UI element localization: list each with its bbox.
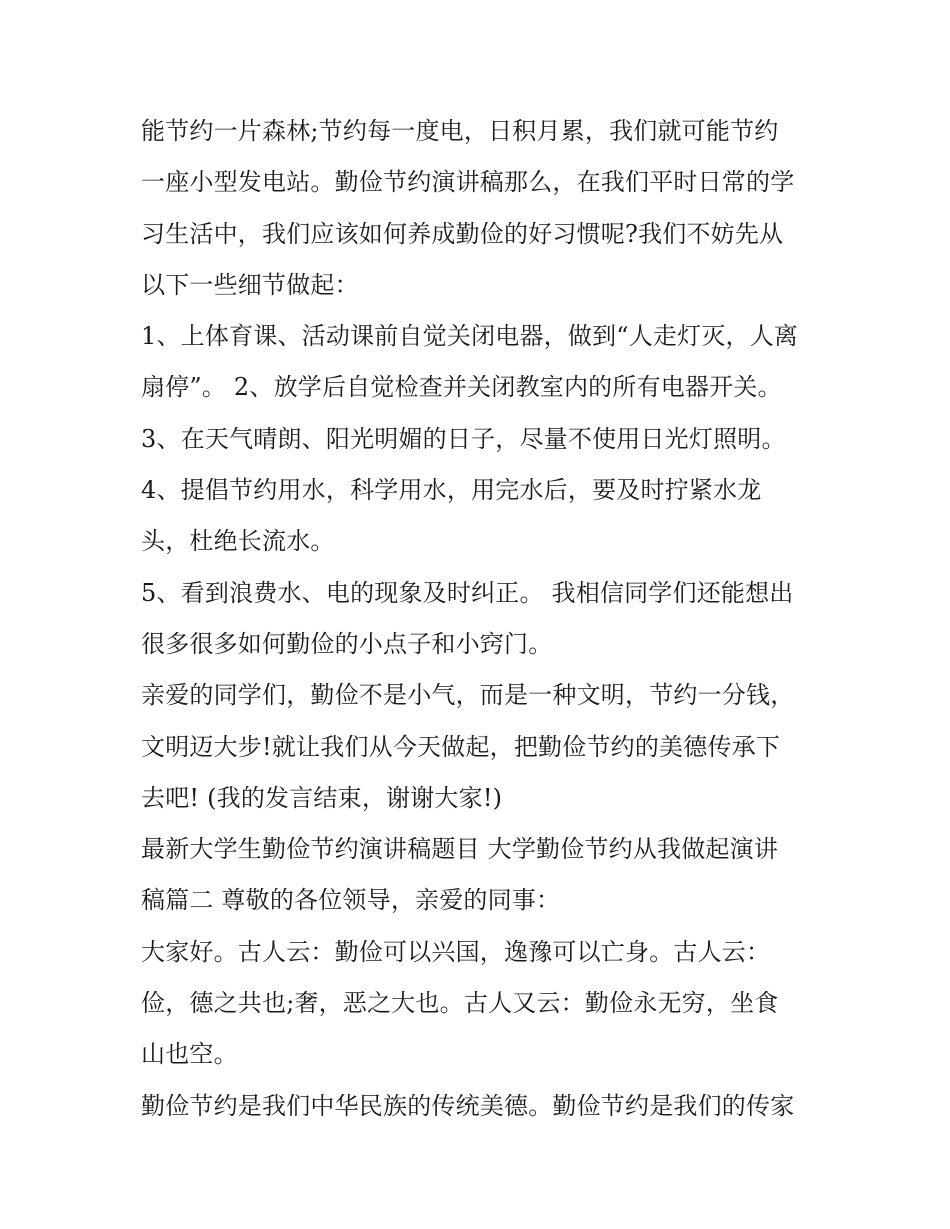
text-line: 以下一些细节做起：: [141, 270, 359, 299]
text-line: 3、在天气晴朗、阳光明媚的日子，尽量不使用日光灯照明。: [141, 424, 786, 453]
text-line: 稿篇二 尊敬的各位领导，亲爱的同事：: [141, 886, 561, 915]
text-line: 俭，德之共也;奢，恶之大也。古人又云：勤俭永无穷，坐食: [141, 989, 779, 1018]
text-line: 最新大学生勤俭节约演讲稿题目 大学勤俭节约从我做起演讲: [141, 835, 779, 864]
text-line: 扇停”。 2、放学后自觉检查并关闭教室内的所有电器开关。: [141, 373, 782, 402]
text-line: 文明迈大步!就让我们从今天做起，把勤俭节约的美德传承下: [141, 732, 781, 761]
text-line: 5、看到浪费水、电的现象及时纠正。 我相信同学们还能想出: [141, 578, 794, 607]
text-line: 很多很多如何勤俭的小点子和小窍门。: [141, 629, 553, 658]
text-line: 去吧! (我的发言结束，谢谢大家!): [141, 783, 503, 812]
text-line: 大家好。古人云：勤俭可以兴国，逸豫可以亡身。古人云：: [141, 937, 771, 966]
text-line: 一座小型发电站。勤俭节约演讲稿那么，在我们平时日常的学: [141, 168, 795, 197]
text-line: 能节约一片森林;节约每一度电，日积月累，我们就可能节约: [141, 117, 779, 145]
text-line: 4、提倡节约用水，科学用水，用完水后，要及时拧紧水龙: [141, 476, 762, 505]
text-line: 山也空。: [141, 1040, 238, 1069]
text-line: 习生活中，我们应该如何养成勤俭的好习惯呢?我们不妨先从: [141, 219, 784, 248]
text-line: 亲爱的同学们，勤俭不是小气，而是一种文明，节约一分钱，: [141, 681, 795, 710]
body-text: [141, 106, 831, 1132]
text-line: 1、上体育课、活动课前自觉关闭电器，做到“人走灯灭，人离: [141, 322, 799, 351]
text-line: 勤俭节约是我们中华民族的传统美德。勤俭节约是我们的传家: [141, 1091, 795, 1120]
text-line: 头，杜绝长流水。: [141, 527, 335, 556]
